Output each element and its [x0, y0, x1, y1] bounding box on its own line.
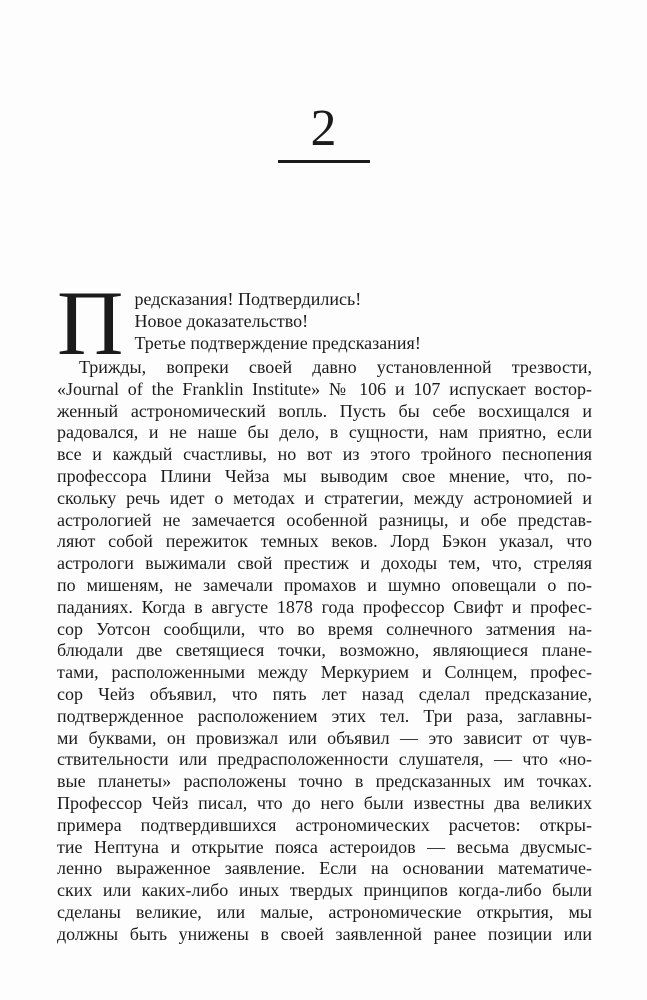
- body-line: сор Чейз объявил, что пять лет назад сделал предсказание,: [57, 683, 592, 704]
- body-line: подтвержденное расположением этих тел. Три раза, заглавны-: [57, 705, 592, 726]
- body-line: тами, расположенными между Меркурием и Солнцем, профес-: [57, 662, 592, 683]
- body-line: женный астрономический вопль. Пусть бы себе восхищался и: [57, 400, 592, 421]
- opener-line: редсказания! Подтвердились!: [134, 289, 362, 309]
- body-line: ских или каких-либо иных твердых принципов когда-либо были: [57, 880, 592, 901]
- body-line: сделаны великие, или малые, астрономические открытия, мы: [57, 901, 592, 922]
- body-line: профессора Плини Чейза мы выводим свое мнение, что, по-: [57, 465, 592, 486]
- body-line: примера подтвердившихся астрономических расчетов: откры-: [57, 814, 592, 835]
- body-line: астрологией не замечается особенной разницы, и обе представ-: [57, 509, 592, 530]
- body-line: паданиях. Когда в августе 1878 года профессор Свифт и профес-: [57, 596, 592, 617]
- chapter-number: 2: [310, 100, 337, 157]
- body-line: скольку речь идет о методах и стратегии, между астрономией и: [57, 487, 592, 508]
- body-line: ленно выраженное заявление. Если на основании математиче-: [57, 858, 592, 879]
- body-line: сор Уотсон сообщили, что во время солнечного затмения на-: [57, 618, 592, 639]
- drop-cap: П: [57, 272, 124, 374]
- body-line: радовался, и не наше бы дело, в сущности, нам приятно, если: [57, 422, 592, 443]
- body-line: «Journal of the Franklin Institute» № 106 и 107 испускает востор-: [57, 378, 592, 399]
- paragraph: [57, 356, 592, 946]
- body-line: астрологи выжимали свой престиж и доходы тем, что, стреляя: [57, 553, 592, 574]
- text-block: [57, 272, 592, 946]
- body-line: вые планеты» расположены точно в предсказанных им точках.: [57, 771, 592, 792]
- body-line: ляют собой пережиток темных веков. Лорд Бэкон указал, что: [57, 531, 592, 552]
- body-line: по мишеням, не замечали промахов и шумно оповещали о по-: [57, 574, 592, 595]
- body-line: Профессор Чейз писал, что до него были известны два великих: [57, 792, 592, 813]
- chapter-rule-divider: [278, 160, 370, 163]
- opener-line: Новое доказательство!: [134, 310, 309, 331]
- body-line: все и каждый счастливы, но вот из этого тройного песнопения: [57, 444, 592, 465]
- chapter-heading: [0, 0, 647, 163]
- body-line: блюдали две светящиеся точки, возможно, являющиеся плане-: [57, 640, 592, 661]
- body-line: тие Нептуна и открытие пояса астероидов — весьма двусмыс-: [57, 836, 592, 857]
- body-line: ми буквами, он провизжал или объявил — это зависит от чув-: [57, 727, 592, 748]
- opener-line: Третье подтверждение предсказания!: [134, 332, 421, 353]
- body-line: Трижды, вопреки своей давно установленной трезвости,: [79, 357, 592, 377]
- body-line: ствительности или предрасположенности слушателя, — что «но-: [57, 749, 592, 770]
- body-line: должны быть унижены в своей заявленной ранее позиции или: [57, 923, 592, 944]
